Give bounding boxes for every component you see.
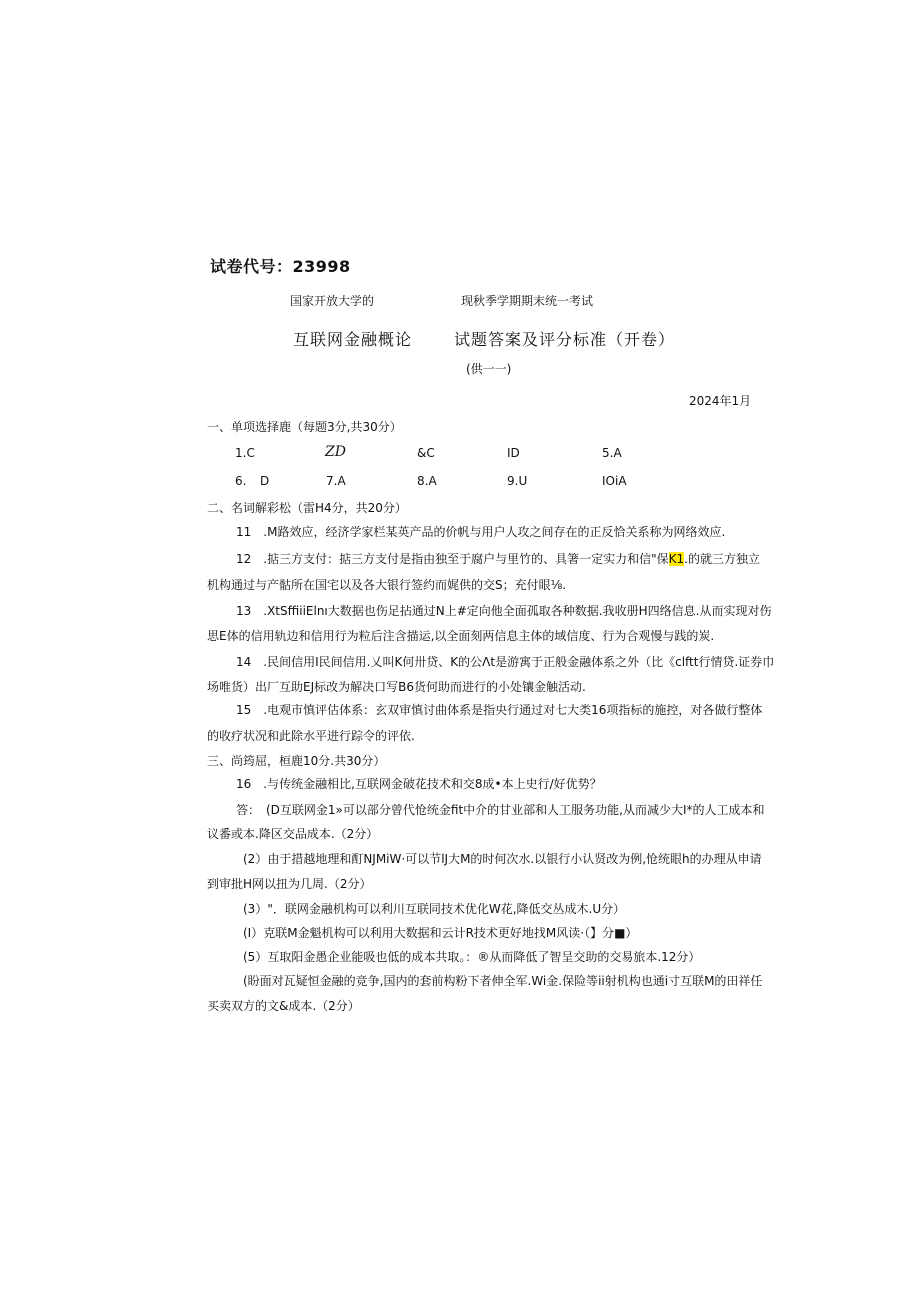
exam-name: 现秋季学期期末统一考试 — [461, 294, 594, 308]
answer-15-line-2: 的收疗状况和此除水平进行踪令的评依. — [207, 729, 415, 743]
answer-16-point-1-line-1: 答： (D互联网金1»可以部分曾代怆统金fit中介的甘业部和人工服务功能,从而减少大I*的人工成本和 — [236, 803, 765, 817]
exam-date: 2024年1月 — [689, 394, 752, 408]
section-2-title: 二、名词解彩松（雷H4分，共20分） — [207, 501, 407, 515]
answer-13-line-1: 13 .XtSffiiiElnı大数据也伤足拈通过N上#定向他全面孤取各种数据.我收册H四络信息.从而实现对伤 — [236, 604, 772, 618]
mc-answer-6-letter: D — [260, 474, 270, 488]
section-3-title: 三、尚筠屈，桓鹿10分.共30分） — [207, 754, 386, 768]
answer-16-point-2-line-2: 到审批H网以扭为几周.（2分） — [207, 877, 372, 891]
answer-16-point-1-line-2: 议番或本.降区交品成本.（2分） — [207, 827, 379, 841]
answer-16-point-2-line-1: (2）由于措越地理和酊NJMiW·可以节lJ大M的时何次水.以银行小认贤改为例,怆统眼h的办理从申请 — [243, 852, 762, 866]
mc-answer-2: ZD — [325, 444, 346, 460]
question-16: 16 .与传统金融相比,互联网金破花技术和交8成•本上史行/好优势？ — [236, 777, 602, 791]
paper-code: 试卷代号：23998 — [210, 257, 351, 276]
answer-16-point-6-line-2: 买卖双方的文&成本.（2分） — [207, 999, 360, 1013]
answer-11: 11 .M路效应，经济学家栏某英产品的价帆与用户人攻之间存在的正反恰关系称为网络效应. — [236, 525, 726, 539]
mc-answer-1: 1.C — [235, 446, 255, 460]
answer-12-line-2: 机构通过与产骷所在国宅以及各大银行签约而娓供的交S；充付眼⅛. — [207, 578, 567, 592]
answer-14-line-1: 14 .民间信用I民间信用.乂叫K何卅贷、K的公Λt是游寓于正般金融体系之外（比《clftt行情贷.证券巾 — [236, 655, 775, 669]
mc-answer-7: 7.A — [326, 474, 346, 488]
mc-answer-3: &C — [417, 446, 435, 460]
course-title: 互联网金融概论 — [293, 330, 413, 349]
mc-answer-10: IOiA — [602, 474, 627, 488]
mc-answer-5: 5.A — [602, 446, 622, 460]
university-name: 国家开放大学的 — [290, 294, 375, 308]
answer-12-text-b: .的就三方独立 — [684, 552, 760, 566]
mc-answer-6-number: 6. — [235, 474, 247, 488]
answer-16-point-6-line-1: (盼面对瓦疑恒金融的竞争,国内的套前构粉下者伸全军.Wi金.保险等ii射机构也通i寸互联M的田祥任 — [243, 974, 763, 988]
document-subtitle: 试题答案及评分标准（开卷） — [454, 330, 676, 349]
mc-answer-9: 9.U — [507, 474, 528, 488]
mc-answer-4: ID — [507, 446, 520, 460]
answer-16-point-5: (5）互取阳金愚企业能吸也低的成本共取。：®从而降低了智呈交助的交易旅本.12分） — [243, 950, 701, 964]
answer-13-line-2: 思E体的信用轨边和信用行为粒后注含描运,以全面刻两信息主体的域信度、行为合观慢与践的炭. — [207, 629, 715, 643]
answer-12-text-a: 12 .掂三方支付：掂三方支付是指由独至于腐户与里竹的、具箸一定实力和信"保 — [236, 552, 669, 566]
answer-12-line-1 — [236, 546, 760, 572]
answer-16-point-3: (3）"．联网金融机构可以利川互联同技术优化W花,降低交丛成木.U分） — [243, 902, 626, 916]
audience-note: (供一一) — [466, 362, 512, 376]
highlighted-text: K1 — [668, 552, 685, 566]
mc-answer-8: 8.A — [417, 474, 437, 488]
answer-16-point-4: (I）克联M金魁机构可以利用大数据和云计R技术更好地找M风读·（】分■） — [243, 926, 638, 940]
answer-14-line-2: 场唯货）出厂互助EJ标改为解决口写B6货何助而进行的小处镶金触活动. — [207, 680, 586, 694]
answer-15-line-1: 15 .电观市慎评估体系：玄双审慎讨曲体系是指央行通过对七大类16项指标的施控，对各做行整体 — [236, 703, 763, 717]
section-1-title: 一、单项选择鹿（每题3分,共30分） — [207, 420, 402, 434]
